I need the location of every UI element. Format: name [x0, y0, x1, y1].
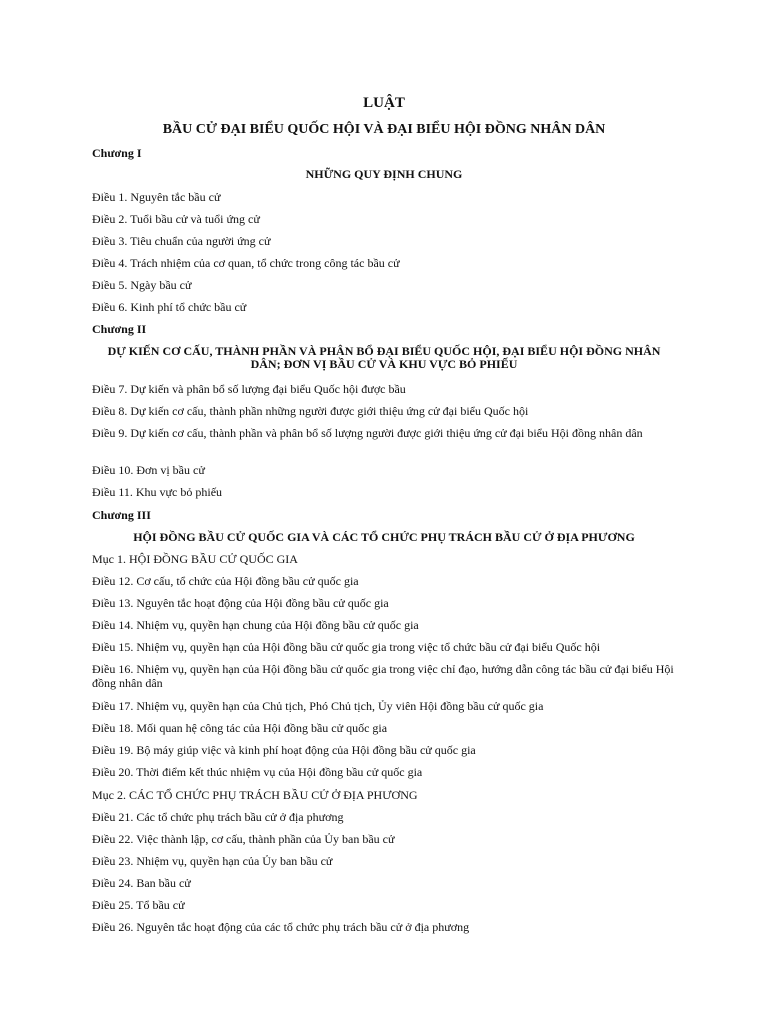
article-1: Điều 1. Nguyên tắc bầu cử	[92, 190, 221, 204]
article-14: Điều 14. Nhiệm vụ, quyền hạn chung của Hội đồng bầu cử quốc gia	[92, 618, 419, 632]
article-4: Điều 4. Trách nhiệm của cơ quan, tổ chức trong công tác bầu cử	[92, 256, 400, 270]
article-2: Điều 2. Tuổi bầu cử và tuổi ứng cử	[92, 212, 260, 226]
document-subtitle: BẦU CỬ ĐẠI BIỂU QUỐC HỘI VÀ ĐẠI BIỂU HỘI ĐỒNG NHÂN DÂN	[162, 122, 606, 137]
article-24: Điều 24. Ban bầu cử	[92, 876, 191, 890]
chapter-3-heading: Chương III	[92, 508, 151, 522]
document-title: LUẬT	[363, 95, 405, 111]
article-12: Điều 12. Cơ cấu, tổ chức của Hội đồng bầu cử quốc gia	[92, 574, 359, 588]
article-13: Điều 13. Nguyên tắc hoạt động của Hội đồng bầu cử quốc gia	[92, 596, 389, 610]
article-21: Điều 21. Các tổ chức phụ trách bầu cử ở địa phương	[92, 810, 344, 824]
chapter-1-heading: Chương I	[92, 146, 142, 160]
article-17: Điều 17. Nhiệm vụ, quyền hạn của Chủ tịch, Phó Chủ tịch, Ủy viên Hội đồng bầu cử quốc gia	[92, 699, 544, 713]
article-6: Điều 6. Kinh phí tổ chức bầu cử	[92, 300, 247, 314]
article-7: Điều 7. Dự kiến và phân bổ số lượng đại biểu Quốc hội được bầu	[92, 382, 406, 396]
article-16: Điều 16. Nhiệm vụ, quyền hạn của Hội đồng bầu cử quốc gia trong việc chỉ đạo, hướng dẫn công tác bầu cử đại biểu Hội đồng nhân dân	[92, 662, 674, 690]
article-15: Điều 15. Nhiệm vụ, quyền hạn của Hội đồng bầu cử quốc gia trong việc tổ chức bầu cử đại biểu Quốc hội	[92, 640, 601, 654]
article-25: Điều 25. Tổ bầu cử	[92, 898, 185, 912]
article-23: Điều 23. Nhiệm vụ, quyền hạn của Ủy ban bầu cử	[92, 854, 333, 868]
article-19: Điều 19. Bộ máy giúp việc và kinh phí hoạt động của Hội đồng bầu cử quốc gia	[92, 743, 476, 757]
article-8: Điều 8. Dự kiến cơ cấu, thành phần những người được giới thiệu ứng cử đại biểu Quốc hội	[92, 404, 529, 418]
article-9: Điều 9. Dự kiến cơ cấu, thành phần và phân bổ số lượng người được giới thiệu ứng cử đại biểu Hội đồng nhân dân	[92, 426, 643, 440]
chapter-2-heading: Chương II	[92, 322, 147, 336]
article-26: Điều 26. Nguyên tắc hoạt động của các tổ chức phụ trách bầu cử ở địa phương	[92, 920, 470, 934]
article-20: Điều 20. Thời điểm kết thúc nhiệm vụ của Hội đồng bầu cử quốc gia	[92, 765, 423, 779]
chapter-2-title: DỰ KIẾN CƠ CẤU, THÀNH PHẦN VÀ PHÂN BỔ ĐẠI BIỂU QUỐC HỘI, ĐẠI BIỂU HỘI ĐỒNG NHÂN DÂN; ĐƠN VỊ BẦU CỬ VÀ KHU VỰC BỎ PHIẾU	[107, 344, 661, 371]
article-3: Điều 3. Tiêu chuẩn của người ứng cử	[92, 234, 271, 248]
article-11: Điều 11. Khu vực bỏ phiếu	[92, 485, 223, 499]
article-18: Điều 18. Mối quan hệ công tác của Hội đồng bầu cử quốc gia	[92, 721, 388, 735]
article-10: Điều 10. Đơn vị bầu cử	[92, 463, 205, 477]
chapter-1-title: NHỮNG QUY ĐỊNH CHUNG	[305, 167, 463, 181]
article-22: Điều 22. Việc thành lập, cơ cấu, thành phần của Ủy ban bầu cử	[92, 832, 395, 846]
section-2-heading: Mục 2. CÁC TỔ CHỨC PHỤ TRÁCH BẦU CỬ Ở ĐỊA PHƯƠNG	[92, 788, 418, 802]
section-1-heading: Mục 1. HỘI ĐỒNG BẦU CỬ QUỐC GIA	[92, 552, 298, 566]
chapter-3-title: HỘI ĐỒNG BẦU CỬ QUỐC GIA VÀ CÁC TỔ CHỨC PHỤ TRÁCH BẦU CỬ Ở ĐỊA PHƯƠNG	[133, 530, 635, 544]
article-5: Điều 5. Ngày bầu cử	[92, 278, 192, 292]
